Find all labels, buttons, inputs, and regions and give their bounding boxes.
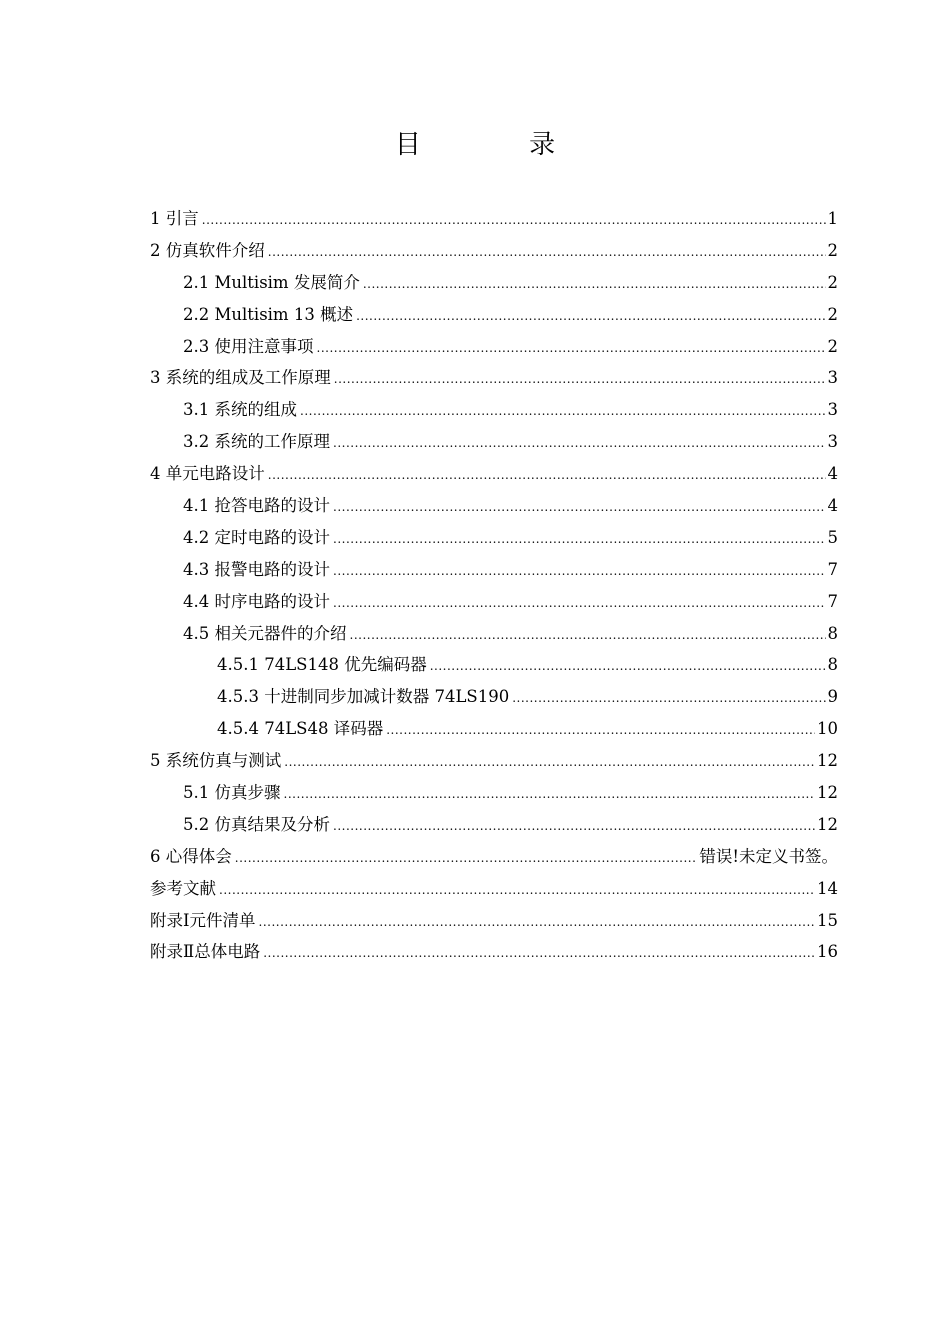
toc-dot-leader bbox=[219, 875, 815, 907]
toc-entry-label: 4.5.3 十进制同步加减计数器 74LS190 bbox=[217, 687, 510, 707]
toc-dot-leader bbox=[333, 556, 826, 588]
toc-entry-page: 12 bbox=[817, 751, 838, 771]
toc-entry-page: 7 bbox=[827, 559, 838, 579]
toc-entry-label: 4.1 抢答电路的设计 bbox=[183, 496, 330, 516]
toc-dot-leader bbox=[334, 364, 826, 396]
toc-entry-label: 4.5 相关元器件的介绍 bbox=[183, 623, 347, 643]
toc-dot-leader bbox=[430, 651, 826, 683]
toc-entry[interactable] bbox=[150, 394, 838, 426]
toc-entry[interactable] bbox=[150, 490, 838, 522]
toc-dot-leader bbox=[259, 907, 815, 939]
toc-entry-page: 10 bbox=[817, 719, 838, 739]
toc-entry[interactable] bbox=[150, 649, 838, 681]
toc-entry-label: 5 系统仿真与测试 bbox=[150, 751, 282, 771]
toc-entry-page: 15 bbox=[817, 910, 838, 930]
toc-entry-label: 4.3 报警电路的设计 bbox=[183, 559, 330, 579]
toc-entry[interactable] bbox=[150, 203, 838, 235]
toc-entry[interactable] bbox=[150, 873, 838, 905]
toc-entry[interactable] bbox=[150, 299, 838, 331]
toc-entry-label: 4.5.4 74LS48 译码器 bbox=[217, 719, 384, 739]
toc-dot-leader bbox=[333, 492, 826, 524]
toc-dot-leader bbox=[268, 460, 826, 492]
toc-entry-label: 4.4 时序电路的设计 bbox=[183, 591, 330, 611]
table-of-contents bbox=[150, 203, 838, 968]
toc-entry-page: 8 bbox=[827, 655, 838, 675]
toc-entry[interactable] bbox=[150, 745, 838, 777]
toc-dot-leader bbox=[202, 205, 826, 237]
toc-entry-label: 附录Ⅰ元件清单 bbox=[150, 910, 256, 930]
toc-entry-page: 2 bbox=[827, 272, 838, 292]
toc-dot-leader bbox=[333, 588, 826, 620]
toc-entry-page: 7 bbox=[827, 591, 838, 611]
toc-dot-leader bbox=[333, 428, 826, 460]
toc-entry-label: 2.2 Multisim 13 概述 bbox=[183, 304, 354, 324]
toc-entry[interactable] bbox=[150, 331, 838, 363]
toc-entry-page: 3 bbox=[827, 432, 838, 452]
toc-entry-page: 16 bbox=[817, 942, 838, 962]
toc-entry[interactable] bbox=[150, 936, 838, 968]
toc-entry[interactable] bbox=[150, 522, 838, 554]
toc-dot-leader bbox=[263, 938, 815, 970]
toc-entry-page: 12 bbox=[817, 783, 838, 803]
toc-entry-label: 3.1 系统的组成 bbox=[183, 400, 297, 420]
toc-entry-label: 3 系统的组成及工作原理 bbox=[150, 368, 331, 388]
toc-dot-leader bbox=[512, 683, 825, 715]
toc-entry-label: 附录Ⅱ总体电路 bbox=[150, 942, 261, 962]
toc-entry-label: 4 单元电路设计 bbox=[150, 464, 265, 484]
toc-entry-page: 错误!未定义书签。 bbox=[699, 846, 838, 866]
toc-entry-page: 2 bbox=[827, 304, 838, 324]
toc-entry[interactable] bbox=[150, 713, 838, 745]
toc-dot-leader bbox=[268, 237, 826, 269]
toc-entry-page: 9 bbox=[827, 687, 838, 707]
toc-entry-label: 5.2 仿真结果及分析 bbox=[183, 814, 330, 834]
toc-entry-label: 4.2 定时电路的设计 bbox=[183, 527, 330, 547]
toc-entry-page: 1 bbox=[827, 209, 838, 228]
toc-entry-page: 14 bbox=[817, 878, 838, 898]
toc-entry-page: 12 bbox=[817, 814, 838, 834]
toc-dot-leader bbox=[333, 811, 815, 843]
toc-entry-page: 2 bbox=[827, 336, 838, 356]
toc-entry[interactable] bbox=[150, 267, 838, 299]
toc-dot-leader bbox=[356, 301, 825, 333]
toc-entry[interactable] bbox=[150, 586, 838, 618]
toc-entry-page: 3 bbox=[827, 368, 838, 388]
toc-dot-leader bbox=[350, 620, 826, 652]
toc-entry-page: 3 bbox=[827, 400, 838, 420]
toc-dot-leader bbox=[333, 524, 826, 556]
toc-entry-label: 2.3 使用注意事项 bbox=[183, 336, 314, 356]
toc-dot-leader bbox=[284, 747, 815, 779]
toc-entry[interactable] bbox=[150, 905, 838, 937]
toc-entry[interactable] bbox=[150, 554, 838, 586]
toc-dot-leader bbox=[363, 269, 826, 301]
toc-entry[interactable] bbox=[150, 777, 838, 809]
toc-entry-label: 4.5.1 74LS148 优先编码器 bbox=[217, 655, 427, 675]
toc-entry-label: 5.1 仿真步骤 bbox=[183, 783, 281, 803]
toc-entry[interactable] bbox=[150, 681, 838, 713]
toc-entry-label: 参考文献 bbox=[150, 878, 216, 898]
toc-dot-leader bbox=[235, 843, 698, 875]
toc-entry-label: 1 引言 bbox=[150, 209, 199, 228]
toc-entry[interactable] bbox=[150, 809, 838, 841]
toc-dot-leader bbox=[300, 396, 826, 428]
toc-entry-page: 4 bbox=[827, 496, 838, 516]
toc-entry-label: 3.2 系统的工作原理 bbox=[183, 432, 330, 452]
toc-dot-leader bbox=[284, 779, 816, 811]
toc-dot-leader bbox=[317, 333, 826, 365]
toc-entry[interactable] bbox=[150, 235, 838, 267]
toc-entry-page: 2 bbox=[827, 240, 838, 260]
toc-title: 目 录 bbox=[394, 130, 606, 160]
toc-entry[interactable] bbox=[150, 362, 838, 394]
toc-entry-label: 2 仿真软件介绍 bbox=[150, 240, 265, 260]
toc-entry-label: 2.1 Multisim 发展简介 bbox=[183, 272, 360, 292]
toc-dot-leader bbox=[386, 715, 815, 747]
toc-entry[interactable] bbox=[150, 458, 838, 490]
toc-entry-page: 4 bbox=[827, 464, 838, 484]
toc-entry[interactable] bbox=[150, 618, 838, 650]
toc-entry-page: 8 bbox=[827, 623, 838, 643]
toc-entry[interactable] bbox=[150, 426, 838, 458]
toc-entry-label: 6 心得体会 bbox=[150, 846, 232, 866]
toc-entry-page: 5 bbox=[827, 527, 838, 547]
toc-entry[interactable] bbox=[150, 841, 838, 873]
